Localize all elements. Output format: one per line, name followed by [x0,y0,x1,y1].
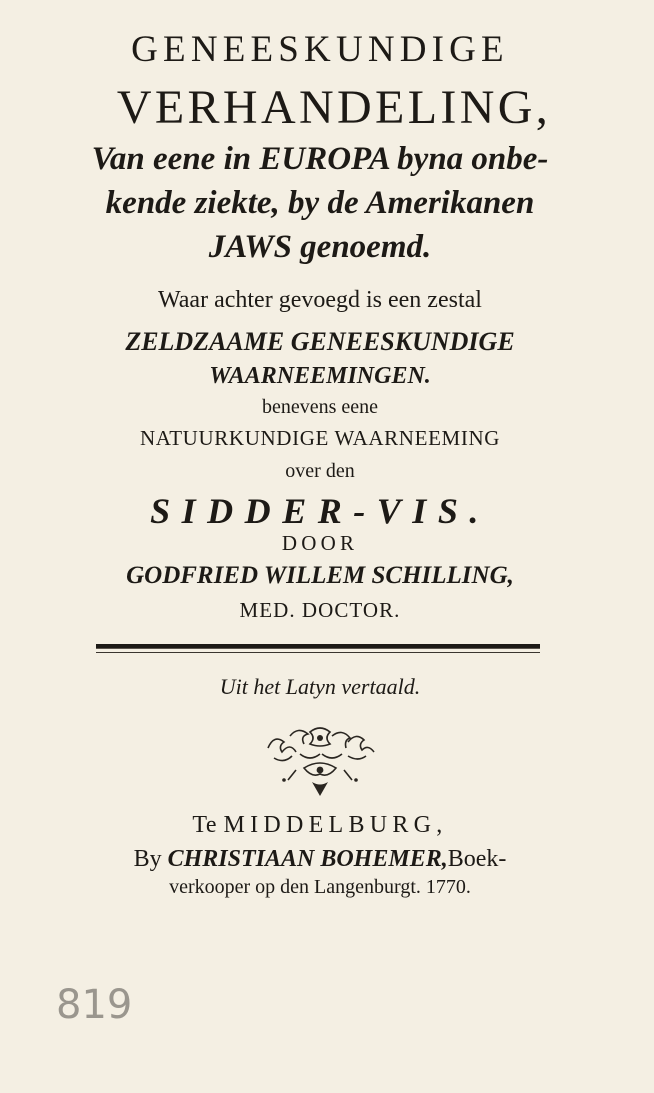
addendum-heading-1: ZELDZAAME GENEESKUNDIGE [125,327,515,356]
benevens-line: benevens eene [261,396,379,418]
imprint-address-line [0,876,640,899]
over-den-line: over den [285,460,355,482]
author-name: GODFRIED WILLEM SCHILLING, [126,562,514,589]
observation-line: NATUURKUNDIGE WAARNEEMING [139,426,501,450]
imprint-by: By [133,846,162,872]
divider-rule [96,644,540,649]
door-line: DOOR [281,531,359,555]
author-degree: MED. DOCTOR. [239,598,401,622]
imprint-trade: Boek- [447,846,507,872]
translation-note: Uit het Latyn vertaald. [219,674,421,699]
imprint-year: 1770. [425,876,471,898]
imprint-publisher-line [0,846,640,873]
addendum-intro: Waar achter gevoegd is een zestal [158,287,482,313]
imprint-place-prefix: Te [192,812,218,838]
subtitle-line-2: kende ziekte, by de Amerikanen [105,185,535,221]
title-line-2: VERHANDELING, [116,81,552,134]
stamp-number: 819 [56,982,133,1028]
imprint-place-line [0,812,640,839]
title-line-1: GENEESKUNDIGE [131,29,509,70]
imprint-publisher: CHRISTIAAN BOHEMER, [167,846,448,872]
printers-ornament [260,718,380,800]
divider-rule-thin [96,652,540,653]
library-stamp [52,970,133,1032]
imprint-place: MIDDELBURG, [223,812,448,838]
subtitle-line-3: JAWS genoemd. [208,229,432,265]
imprint-address: verkooper op den Langenburgt. [169,876,421,898]
addendum-heading-2: WAARNEEMINGEN. [209,363,431,389]
subtitle-line-1: Van eene in EUROPA byna onbe- [91,141,549,177]
subject-line: SIDDER-VIS. [150,491,490,531]
